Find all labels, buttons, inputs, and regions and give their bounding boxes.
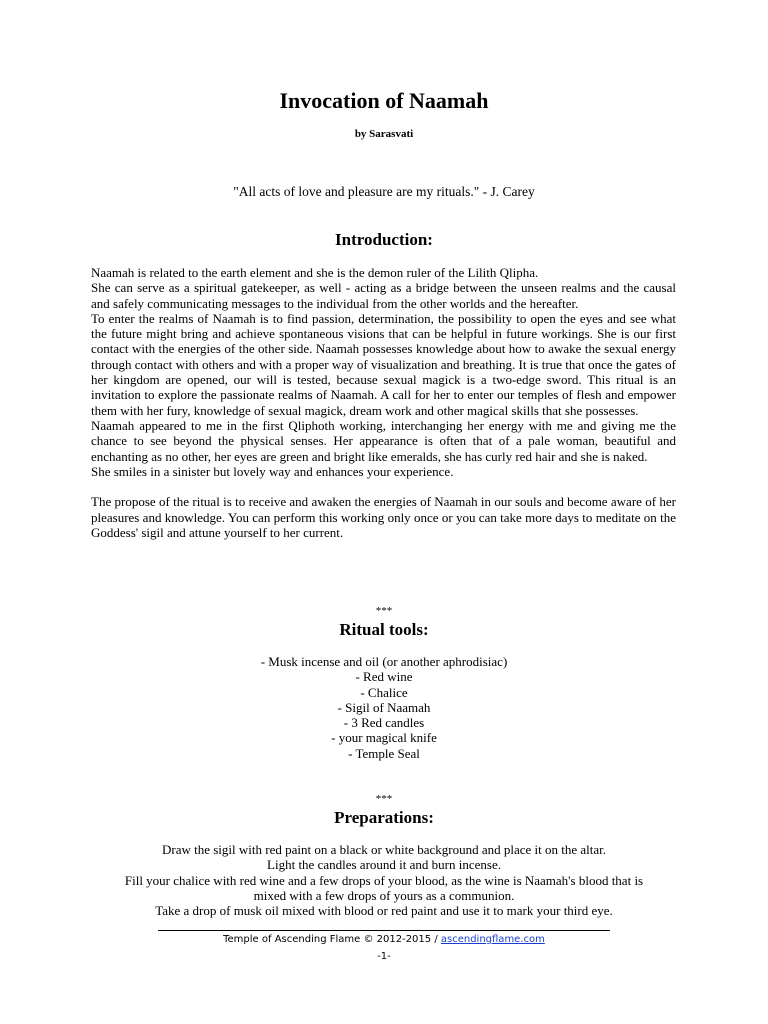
intro-paragraph-2: She can serve as a spiritual gatekeeper, as well - acting as a bridge between the unseen realms and the causal and safely communicating messages to the individual from the other worlds and the hereafter.	[91, 280, 676, 311]
introduction-body	[91, 265, 676, 540]
preparations-text	[0, 842, 768, 918]
separator-stars-1: ***	[375, 605, 393, 617]
page-footer	[0, 934, 768, 945]
introduction-heading: Introduction:	[335, 230, 433, 249]
ritual-tools-list	[0, 654, 768, 761]
intro-paragraph-6: The propose of the ritual is to receive and awaken the energies of Naamah in our souls and become aware of her pleasures and knowledge. You can perform this working only once or you can take more days to meditate on the Goddess' sigil and attune yourself to her current.	[91, 494, 676, 541]
list-item: - Red wine	[355, 669, 413, 685]
list-item: - Musk incense and oil (or another aphrodisiac)	[260, 654, 508, 669]
preparation-line: mixed with a few drops of yours as a communion.	[253, 887, 515, 903]
preparation-line: Light the candles around it and burn incense.	[267, 857, 501, 873]
preparation-line: Take a drop of musk oil mixed with blood or red paint and use it to mark your third eye.	[155, 903, 613, 919]
page-number: -1-	[377, 951, 391, 962]
preparation-line: Fill your chalice with red wine and a few drops of your blood, as the wine is Naamah's blood that is	[124, 872, 644, 888]
document-title: Invocation of Naamah	[279, 88, 489, 113]
preparation-line: Draw the sigil with red paint on a black or white background and place it on the altar.	[161, 842, 607, 857]
list-item: - 3 Red candles	[343, 715, 425, 731]
list-item: - Chalice	[360, 684, 408, 700]
intro-paragraph-5: She smiles in a sinister but lovely way and enhances your experience.	[91, 463, 454, 479]
footer-website-link[interactable]: ascendingflame.com	[440, 934, 545, 945]
list-item: - Sigil of Naamah	[337, 699, 431, 715]
intro-paragraph-1: Naamah is related to the earth element and she is the demon ruler of the Lilith Qlipha.	[91, 265, 539, 280]
epigraph-quote: "All acts of love and pleasure are my rituals." - J. Carey	[233, 184, 535, 199]
list-item: - Temple Seal	[348, 745, 420, 761]
intro-paragraph-3: To enter the realms of Naamah is to find passion, determination, the possibility to open the eyes and see what the future might bring and achieve spontaneous visions that can be helpful in future workings. She is our first contact with the energies of the other side. Naamah possesses knowledge about how to awake the sexual energy through contact with others and with a proper way of visualization and breathing. It is true that once the gates of her kingdom are opened, our will is tested, because sexual magick is a two-edge sword. This ritual is an invitation to explore the passionate realms of Naamah. A call for her to enter our temples of flesh and empower them with her fury, knowledge of sexual magick, dream work and other magical skills that she possesses.	[91, 310, 676, 418]
footer-copyright: Temple of Ascending Flame © 2012-2015 /	[223, 934, 441, 945]
author-byline: by Sarasvati	[354, 128, 414, 140]
separator-stars-2: ***	[375, 793, 393, 805]
intro-paragraph-4: Naamah appeared to me in the first Qliphoth working, interchanging her energy with me and giving me the chance to see beyond the physical senses. Her appearance is often that of a pale woman, beautiful and enchanting as no other, her eyes are green and bright like emeralds, she has curly red hair and she is naked.	[91, 417, 676, 464]
list-item: - your magical knife	[331, 730, 437, 746]
footer-divider	[158, 930, 610, 931]
preparations-heading: Preparations:	[334, 808, 434, 827]
ritual-tools-heading: Ritual tools:	[339, 620, 429, 639]
